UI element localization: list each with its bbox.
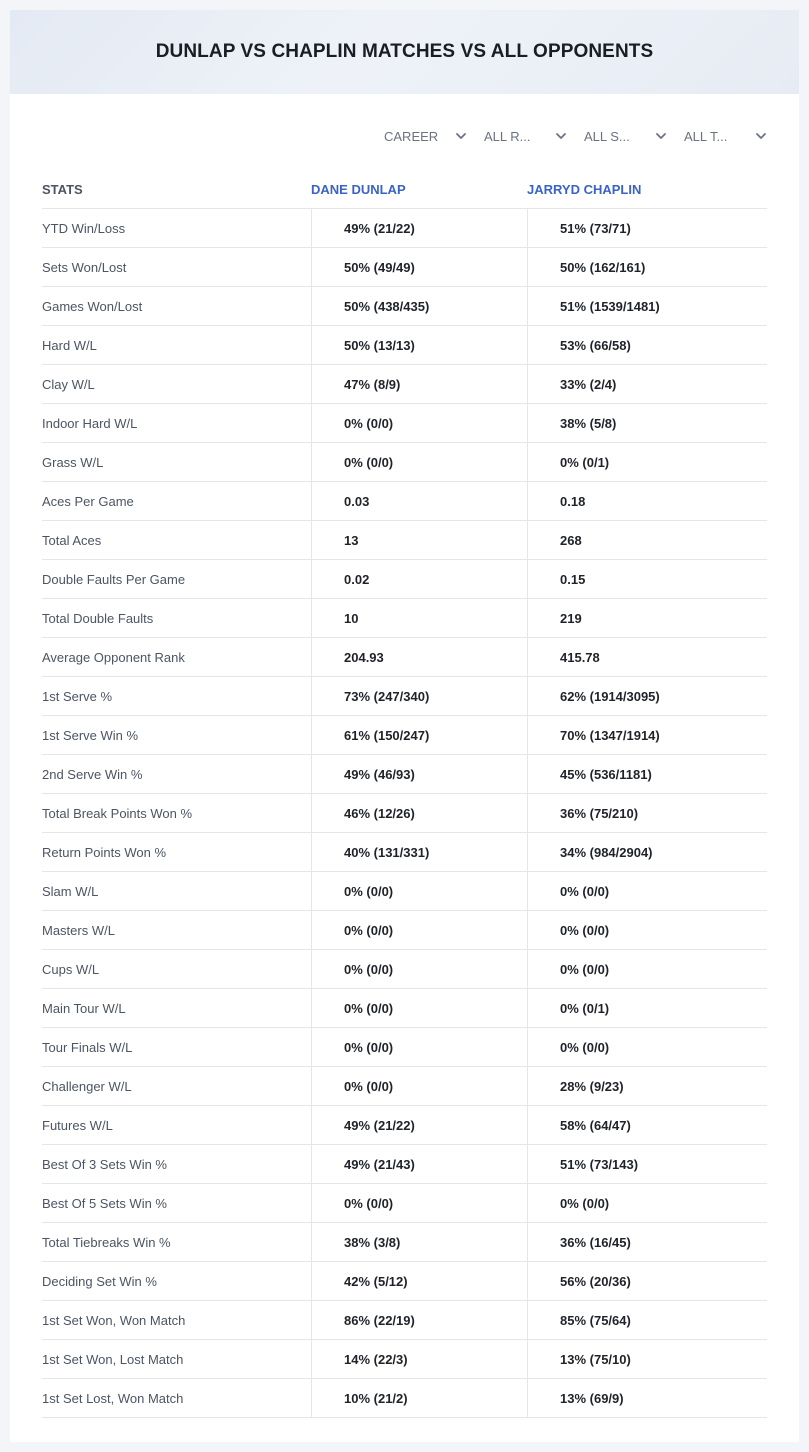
stat-label: Total Double Faults	[42, 610, 154, 626]
player1-stat-value: 0.03	[311, 482, 527, 520]
filter-tournament-select[interactable]	[680, 125, 780, 147]
player1-stat-value: 204.93	[311, 638, 527, 676]
player2-stat-value: 85% (75/64)	[527, 1301, 767, 1339]
player1-stat-value: 0% (0/0)	[311, 911, 527, 949]
table-row	[42, 638, 767, 677]
player2-stat-value: 33% (2/4)	[527, 365, 767, 403]
player2-stat-value: 28% (9/23)	[527, 1067, 767, 1105]
stat-label: Best Of 3 Sets Win %	[42, 1156, 167, 1172]
chevron-down-icon	[555, 130, 567, 142]
table-row	[42, 1301, 767, 1340]
table-row	[42, 482, 767, 521]
player2-stat-value: 51% (73/143)	[527, 1145, 767, 1183]
stat-label: 1st Serve Win %	[42, 727, 139, 743]
player2-stat-value: 62% (1914/3095)	[527, 677, 767, 715]
player2-stat-value: 0.15	[527, 560, 767, 598]
stat-label: YTD Win/Loss	[42, 220, 126, 236]
stat-label: Cups W/L	[42, 961, 100, 977]
stat-label: Grass W/L	[42, 454, 104, 470]
stat-label: Aces Per Game	[42, 493, 134, 509]
player2-stat-value: 53% (66/58)	[527, 326, 767, 364]
table-row	[42, 599, 767, 638]
stat-label: Futures W/L	[42, 1117, 113, 1133]
table-row	[42, 521, 767, 560]
player2-stat-value: 51% (1539/1481)	[527, 287, 767, 325]
filter-period-value: CAREER	[384, 128, 439, 144]
player1-stat-value: 47% (8/9)	[311, 365, 527, 403]
table-row	[42, 989, 767, 1028]
player2-stat-value: 13% (69/9)	[527, 1379, 767, 1417]
table-row	[42, 287, 767, 326]
player1-stat-value: 0% (0/0)	[311, 1028, 527, 1066]
stat-label: Main Tour W/L	[42, 1000, 126, 1016]
stat-label: Games Won/Lost	[42, 298, 143, 314]
table-row	[42, 1262, 767, 1301]
player2-stat-value: 0% (0/1)	[527, 443, 767, 481]
player2-stat-value: 0% (0/0)	[527, 1028, 767, 1066]
player2-stat-value: 50% (162/161)	[527, 248, 767, 286]
player2-stat-value: 0% (0/1)	[527, 989, 767, 1027]
player1-stat-value: 14% (22/3)	[311, 1340, 527, 1378]
stats-table	[42, 208, 767, 1418]
table-row	[42, 365, 767, 404]
table-row	[42, 950, 767, 989]
player2-stat-value: 0% (0/0)	[527, 1184, 767, 1222]
stat-label: Total Aces	[42, 532, 102, 548]
player2-stat-value: 36% (16/45)	[527, 1223, 767, 1261]
player1-stat-value: 49% (46/93)	[311, 755, 527, 793]
table-row	[42, 209, 767, 248]
player2-stat-value: 219	[527, 599, 767, 637]
table-row	[42, 1028, 767, 1067]
filter-round-select[interactable]	[480, 125, 580, 147]
player2-stat-value: 0% (0/0)	[527, 911, 767, 949]
player2-stat-value: 70% (1347/1914)	[527, 716, 767, 754]
page-title: DUNLAP VS CHAPLIN MATCHES VS ALL OPPONENTS	[155, 41, 654, 62]
filter-surface-value: ALL S...	[584, 128, 630, 144]
stat-label: Deciding Set Win %	[42, 1273, 157, 1289]
player2-stat-value: 268	[527, 521, 767, 559]
player2-stat-value: 0.18	[527, 482, 767, 520]
player2-stat-value: 38% (5/8)	[527, 404, 767, 442]
player2-stat-value: 34% (984/2904)	[527, 833, 767, 871]
table-row	[42, 1106, 767, 1145]
player1-stat-value: 0% (0/0)	[311, 989, 527, 1027]
player2-stat-value: 0% (0/0)	[527, 872, 767, 910]
stat-label: Clay W/L	[42, 376, 95, 392]
player1-stat-value: 73% (247/340)	[311, 677, 527, 715]
player1-stat-value: 42% (5/12)	[311, 1262, 527, 1300]
table-row	[42, 1145, 767, 1184]
table-row	[42, 1223, 767, 1262]
player2-stat-value: 58% (64/47)	[527, 1106, 767, 1144]
stat-label: 1st Serve %	[42, 688, 113, 704]
stat-label: Best Of 5 Sets Win %	[42, 1195, 167, 1211]
table-row	[42, 677, 767, 716]
player1-stat-value: 0% (0/0)	[311, 950, 527, 988]
player1-stat-value: 0% (0/0)	[311, 872, 527, 910]
table-row	[42, 872, 767, 911]
chevron-down-icon	[655, 130, 667, 142]
stat-label: Slam W/L	[42, 883, 99, 899]
stat-label: Hard W/L	[42, 337, 97, 353]
stat-label: Average Opponent Rank	[42, 649, 185, 665]
table-row	[42, 716, 767, 755]
filter-period-select[interactable]	[380, 125, 480, 147]
stats-card	[10, 10, 799, 1442]
stat-label: 1st Set Won, Lost Match	[42, 1351, 184, 1367]
player1-stat-value: 38% (3/8)	[311, 1223, 527, 1261]
player1-stat-value: 86% (22/19)	[311, 1301, 527, 1339]
table-row	[42, 560, 767, 599]
player2-stat-value: 56% (20/36)	[527, 1262, 767, 1300]
player2-stat-value: 45% (536/1181)	[527, 755, 767, 793]
table-row	[42, 911, 767, 950]
table-row	[42, 794, 767, 833]
table-row	[42, 833, 767, 872]
table-row	[42, 1067, 767, 1106]
stat-label: Double Faults Per Game	[42, 571, 186, 587]
table-header	[42, 170, 767, 208]
player1-stat-value: 0% (0/0)	[311, 1067, 527, 1105]
stat-label: Total Break Points Won %	[42, 805, 193, 821]
stat-label: Sets Won/Lost	[42, 259, 127, 275]
player1-stat-value: 40% (131/331)	[311, 833, 527, 871]
player1-stat-value: 0% (0/0)	[311, 1184, 527, 1222]
stat-label: Return Points Won %	[42, 844, 167, 860]
table-row	[42, 1340, 767, 1379]
player1-stat-value: 61% (150/247)	[311, 716, 527, 754]
filter-tournament-value: ALL T...	[684, 128, 728, 144]
stat-label: 1st Set Lost, Won Match	[42, 1390, 184, 1406]
stat-label: Challenger W/L	[42, 1078, 132, 1094]
column-header-player2[interactable]: JARRYD CHAPLIN	[527, 181, 642, 197]
player1-stat-value: 49% (21/22)	[311, 1106, 527, 1144]
table-row	[42, 1379, 767, 1418]
card-header	[10, 10, 799, 94]
table-row	[42, 404, 767, 443]
player1-stat-value: 0% (0/0)	[311, 443, 527, 481]
player1-stat-value: 49% (21/22)	[311, 209, 527, 247]
player2-stat-value: 415.78	[527, 638, 767, 676]
player1-stat-value: 46% (12/26)	[311, 794, 527, 832]
column-header-player1[interactable]: DANE DUNLAP	[311, 181, 406, 197]
stat-label: Masters W/L	[42, 922, 115, 938]
stat-label: 1st Set Won, Won Match	[42, 1312, 186, 1328]
table-row	[42, 755, 767, 794]
player2-stat-value: 0% (0/0)	[527, 950, 767, 988]
player1-stat-value: 0.02	[311, 560, 527, 598]
filter-round-value: ALL R...	[484, 128, 531, 144]
player1-stat-value: 49% (21/43)	[311, 1145, 527, 1183]
filter-bar	[380, 125, 780, 147]
player1-stat-value: 50% (13/13)	[311, 326, 527, 364]
stat-label: Tour Finals W/L	[42, 1039, 133, 1055]
player2-stat-value: 36% (75/210)	[527, 794, 767, 832]
player2-stat-value: 13% (75/10)	[527, 1340, 767, 1378]
player2-stat-value: 51% (73/71)	[527, 209, 767, 247]
table-row	[42, 248, 767, 287]
stat-label: Indoor Hard W/L	[42, 415, 138, 431]
chevron-down-icon	[455, 130, 467, 142]
stat-label: 2nd Serve Win %	[42, 766, 143, 782]
column-header-stats: STATS	[42, 181, 83, 197]
filter-surface-select[interactable]	[580, 125, 680, 147]
stat-label: Total Tiebreaks Win %	[42, 1234, 171, 1250]
table-row	[42, 1184, 767, 1223]
player1-stat-value: 0% (0/0)	[311, 404, 527, 442]
chevron-down-icon	[755, 130, 767, 142]
player1-stat-value: 50% (438/435)	[311, 287, 527, 325]
player1-stat-value: 50% (49/49)	[311, 248, 527, 286]
player1-stat-value: 10	[311, 599, 527, 637]
player1-stat-value: 13	[311, 521, 527, 559]
table-row	[42, 326, 767, 365]
table-row	[42, 443, 767, 482]
player1-stat-value: 10% (21/2)	[311, 1379, 527, 1417]
